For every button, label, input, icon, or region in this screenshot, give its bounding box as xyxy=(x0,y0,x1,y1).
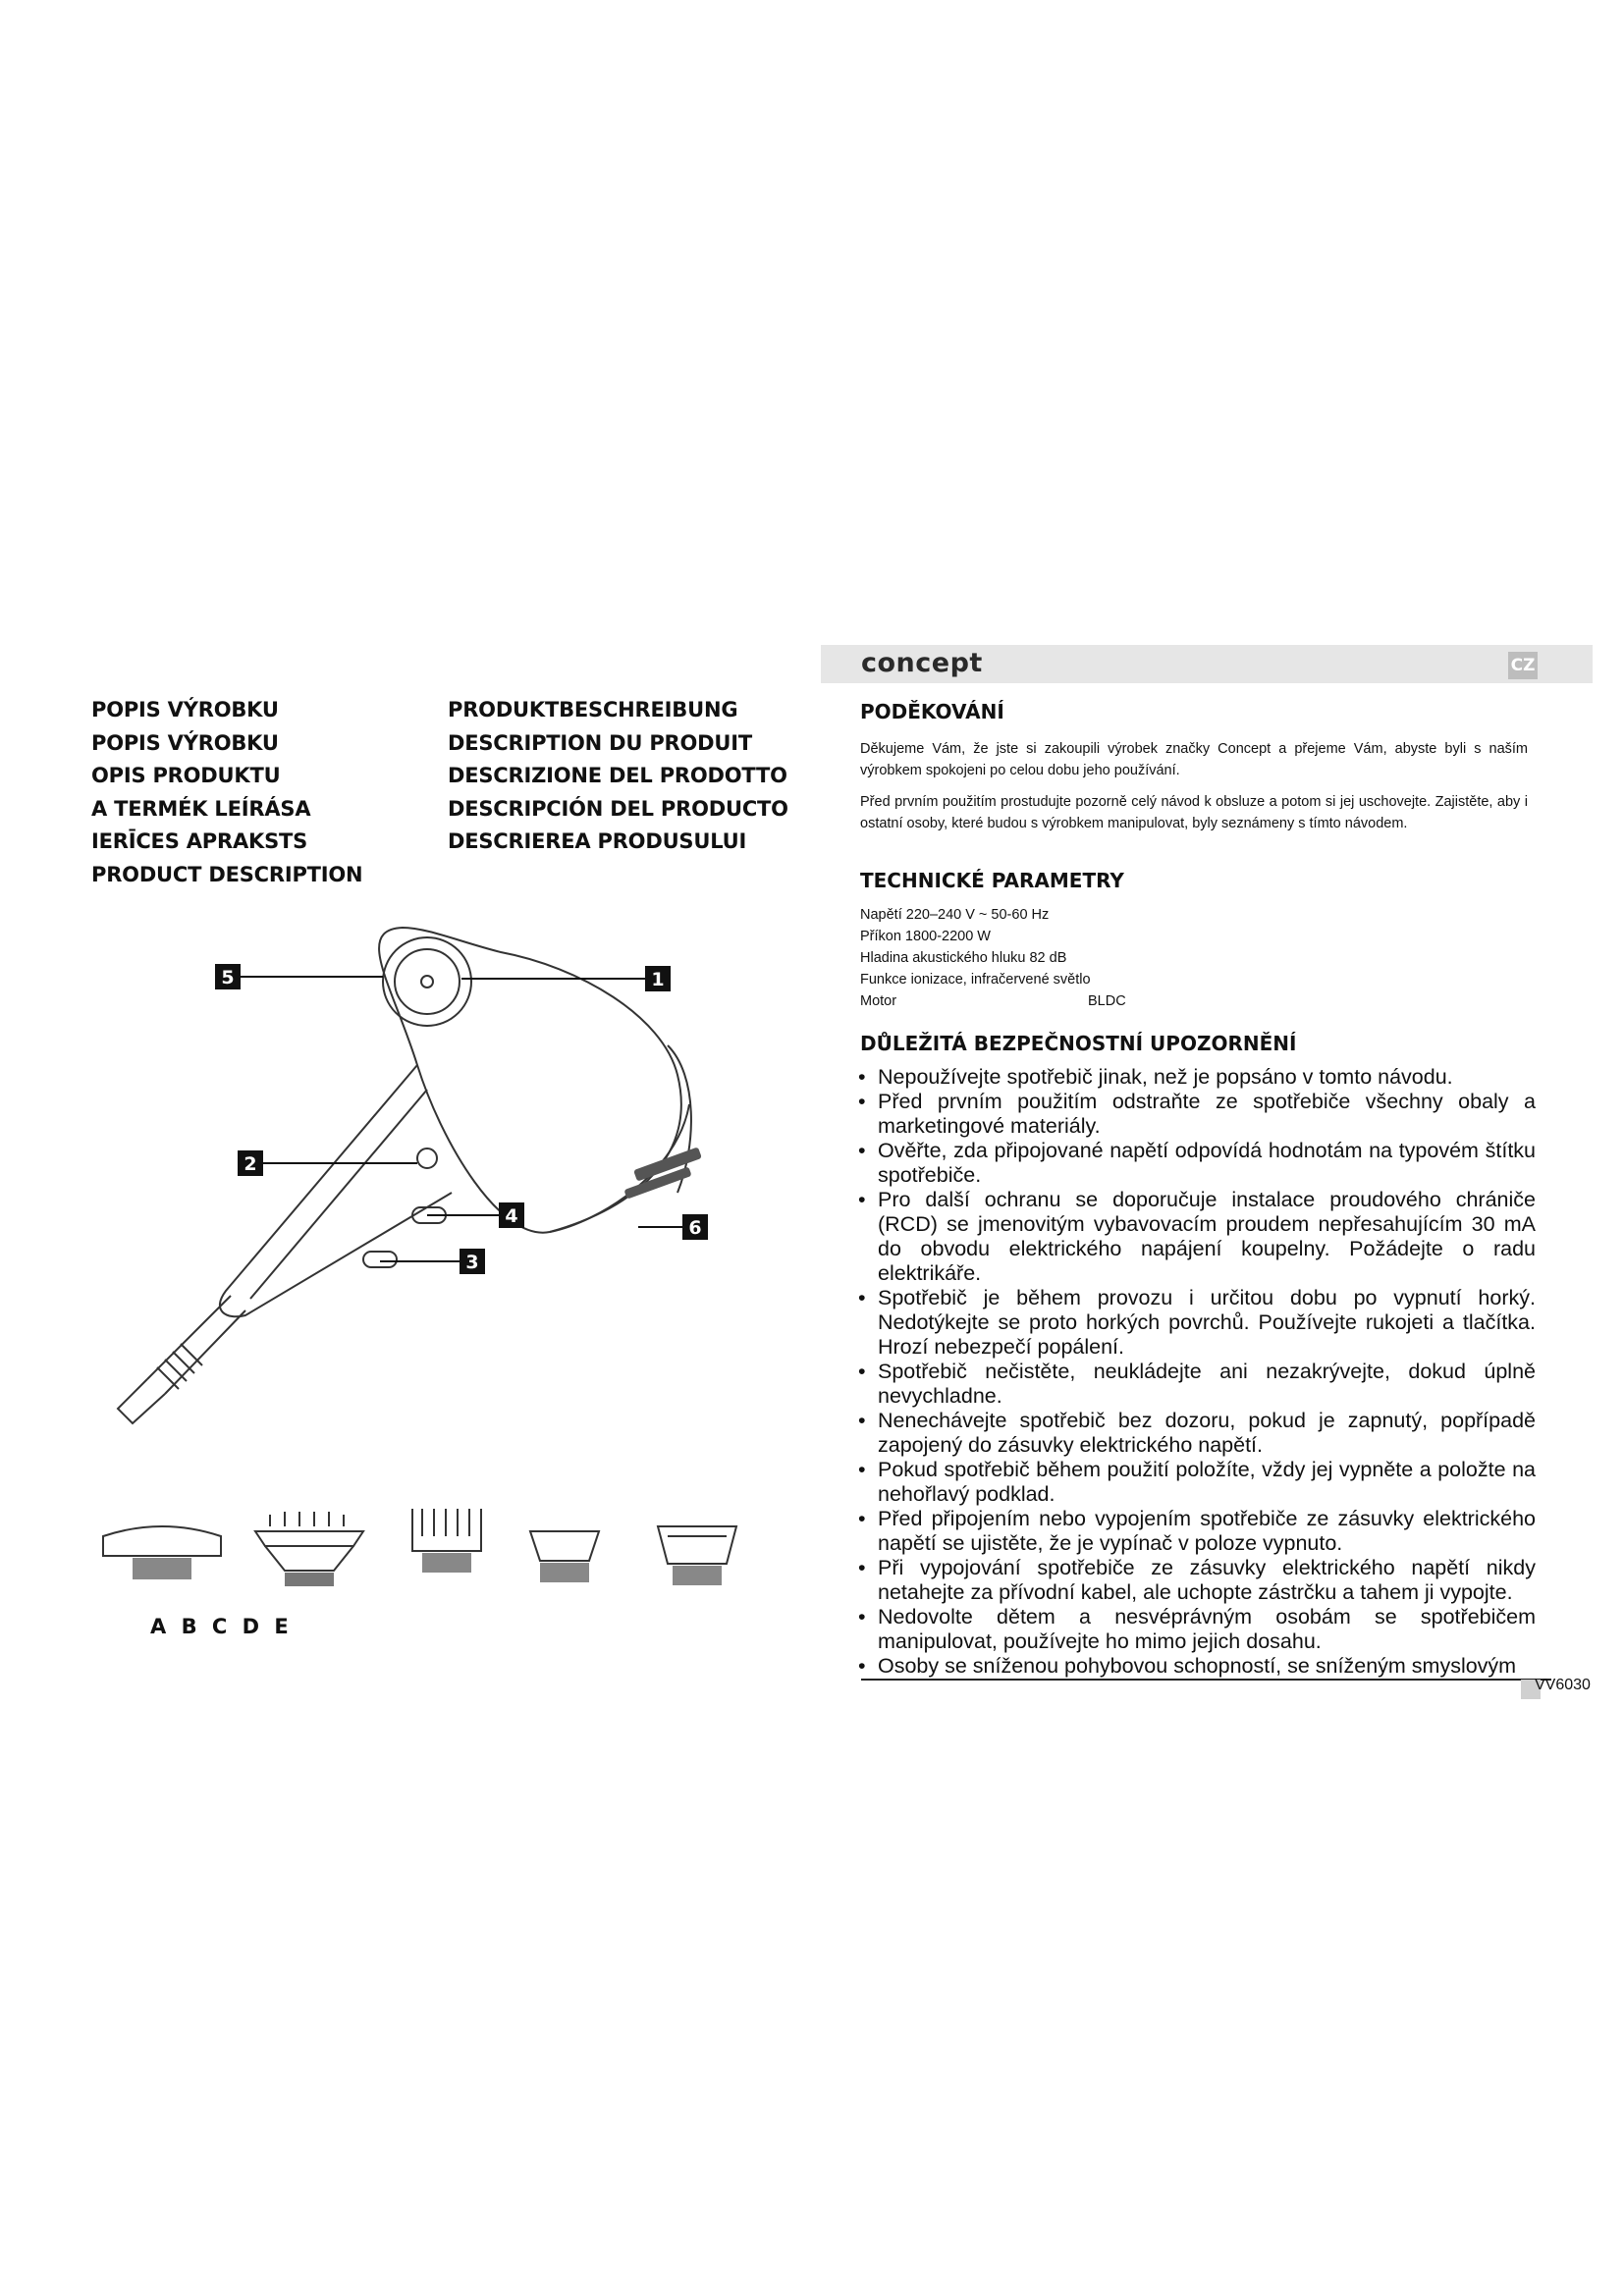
attachment-letters: A B C D E xyxy=(150,1615,293,1638)
list-item xyxy=(858,1188,1536,1286)
callout-label-6: 6 xyxy=(688,1217,702,1239)
bullet-icon: • xyxy=(858,1605,866,1629)
heading-thanks: PODĚKOVÁNÍ xyxy=(860,700,1004,723)
thanks-paragraph-2: Před prvním použitím prostudujte pozorně celý návod k obsluze a potom si jej uschovejte. Zajistěte, aby i ostatní osoby, které budou s výrobkem manipulovat, byly seznámeny s tímto návodem. xyxy=(860,794,1528,831)
brand-logo: concept xyxy=(861,648,983,678)
title-pl: OPIS PRODUKTU xyxy=(91,764,281,788)
titles-left-column xyxy=(91,694,362,892)
title-en: PRODUCT DESCRIPTION xyxy=(91,862,363,886)
title-cz: POPIS VÝROBKU xyxy=(91,698,279,721)
dryer-control-button-2 xyxy=(417,1148,437,1168)
safety-item-text: Pokud spotřebič během použití položíte, vždy jej vypněte a položte na nehořlavý podklad. xyxy=(878,1458,1536,1506)
technical-parameters-table xyxy=(860,904,1126,1012)
callout-label-2: 2 xyxy=(244,1153,257,1175)
callout-label-5: 5 xyxy=(221,967,235,988)
callout-5 xyxy=(215,964,241,989)
tech-row-noise: Hladina akustického hluku 82 dB xyxy=(860,950,1067,966)
list-item xyxy=(858,1654,1536,1679)
list-item xyxy=(858,1605,1536,1654)
title-de: PRODUKTBESCHREIBUNG xyxy=(448,698,738,721)
bullet-icon: • xyxy=(858,1090,866,1113)
tech-row-power: Příkon 1800-2200 W xyxy=(860,929,991,944)
callout-label-1: 1 xyxy=(651,969,665,990)
hair-dryer-diagram xyxy=(88,908,795,1654)
attachment-e-nozzle xyxy=(658,1526,736,1585)
tech-motor-label: Motor xyxy=(860,993,897,1009)
bullet-icon: • xyxy=(858,1286,866,1309)
safety-item-text: Před prvním použitím odstraňte ze spotřebiče všechny obaly a marketingové materiály. xyxy=(878,1090,1536,1138)
attachment-d-concentrator xyxy=(530,1531,599,1582)
callout-2 xyxy=(238,1150,263,1176)
title-lv: IERĪCES APRAKSTS xyxy=(91,829,308,854)
callout-label-4: 4 xyxy=(505,1205,518,1227)
dryer-control-button-3 xyxy=(363,1252,397,1267)
safety-item-text: Spotřebič nečistěte, neukládejte ani nezakrývejte, dokud úplně nevychladne. xyxy=(878,1360,1536,1408)
callout-label-3: 3 xyxy=(465,1252,479,1273)
bullet-icon: • xyxy=(858,1360,866,1383)
cable-strain-relief xyxy=(147,1296,245,1394)
title-es: DESCRIPCIÓN DEL PRODUCTO xyxy=(448,796,788,821)
safety-item-text: Nepoužívejte spotřebič jinak, než je popsáno v tomto návodu. xyxy=(878,1065,1453,1089)
title-sk: POPIS VÝROBKU xyxy=(91,730,279,755)
bullet-icon: • xyxy=(858,1188,866,1211)
list-item xyxy=(858,1360,1536,1409)
attachment-a-diffuser-cap xyxy=(103,1526,221,1579)
list-item xyxy=(858,1458,1536,1507)
bullet-icon: • xyxy=(858,1065,866,1089)
list-item xyxy=(858,1065,1536,1090)
bullet-icon: • xyxy=(858,1458,866,1481)
titles-right-column xyxy=(448,694,788,859)
attachment-b-brush-diffuser xyxy=(255,1512,363,1586)
safety-item-text: Osoby se sníženou pohybovou schopností, se sníženým smyslovým xyxy=(878,1654,1517,1678)
title-hu: A TERMÉK LEÍRÁSA xyxy=(91,796,311,821)
list-item xyxy=(858,1409,1536,1458)
title-ro: DESCRIEREA PRODUSULUI xyxy=(448,829,747,854)
safety-item-text: Ověřte, zda připojované napětí odpovídá hodnotám na typovém štítku spotřebiče. xyxy=(878,1139,1536,1187)
safety-item-text: Před připojením nebo vypojením spotřebiče ze zásuvky elektrického napětí se ujistěte, že je vypínač v poloze vypnuto. xyxy=(878,1507,1536,1555)
list-item xyxy=(858,1090,1536,1139)
bullet-icon: • xyxy=(858,1556,866,1579)
safety-item-text: Nedovolte dětem a nesvéprávným osobám se spotřebičem manipulovat, používejte ho mimo jejich dosahu. xyxy=(878,1605,1536,1653)
bullet-icon: • xyxy=(858,1507,866,1530)
tech-row-motor xyxy=(860,990,1126,1012)
footer-divider xyxy=(861,1679,1551,1681)
callout-4 xyxy=(499,1202,524,1228)
thanks-paragraph-1: Děkujeme Vám, že jste si zakoupili výrobek značky Concept a přejeme Vám, abyste byli s naším výrobkem spokojeni po celou dobu jeho používání. xyxy=(860,741,1528,778)
safety-warnings-list xyxy=(858,1065,1536,1679)
list-item xyxy=(858,1139,1536,1188)
safety-item-text: Při vypojování spotřebiče ze zásuvky elektrického napětí nikdy netahejte za přívodní kabel, ale uchopte zástrčku a tahem ji vypojte. xyxy=(878,1556,1536,1604)
callout-1 xyxy=(645,966,671,991)
tech-motor-value: BLDC xyxy=(1088,993,1126,1009)
list-item xyxy=(858,1556,1536,1605)
title-fr: DESCRIPTION DU PRODUIT xyxy=(448,730,752,755)
bullet-icon: • xyxy=(858,1139,866,1162)
tech-row-functions: Funkce ionizace, infračervené světlo xyxy=(860,972,1091,988)
callout-6 xyxy=(682,1214,708,1240)
bullet-icon: • xyxy=(858,1654,866,1678)
safety-item-text: Spotřebič je během provozu i určitou dobu po vypnutí horký. Nedotýkejte se proto horkých povrchů. Používejte rukojeti a tlačítka. Hrozí nebezpečí popálení. xyxy=(878,1286,1536,1359)
list-item xyxy=(858,1507,1536,1556)
model-number: VV6030 xyxy=(1535,1677,1591,1693)
attachment-c-comb xyxy=(412,1509,481,1573)
list-item xyxy=(858,1286,1536,1360)
language-tab: CZ xyxy=(1508,652,1538,679)
safety-item-text: Nenechávejte spotřebič bez dozoru, pokud je zapnutý, popřípadě zapojený do zásuvky elektrického napětí. xyxy=(878,1409,1536,1457)
heading-technical-parameters: TECHNICKÉ PARAMETRY xyxy=(860,869,1124,892)
title-it: DESCRIZIONE DEL PRODOTTO xyxy=(448,764,787,788)
tech-row-voltage: Napětí 220–240 V ~ 50-60 Hz xyxy=(860,907,1050,923)
heading-safety-warnings: DŮLEŽITÁ BEZPEČNOSTNÍ UPOZORNĚNÍ xyxy=(860,1032,1297,1055)
air-inlet-ring xyxy=(383,937,471,1026)
callout-3 xyxy=(460,1249,485,1274)
bullet-icon: • xyxy=(858,1409,866,1432)
safety-item-text: Pro další ochranu se doporučuje instalace proudového chrániče (RCD) se jmenovitým vybavovacím proudem nepřesahujícím 30 mA do obvodu elektrického napájení koupelny. Požádejte o radu elektrikáře. xyxy=(878,1188,1536,1285)
